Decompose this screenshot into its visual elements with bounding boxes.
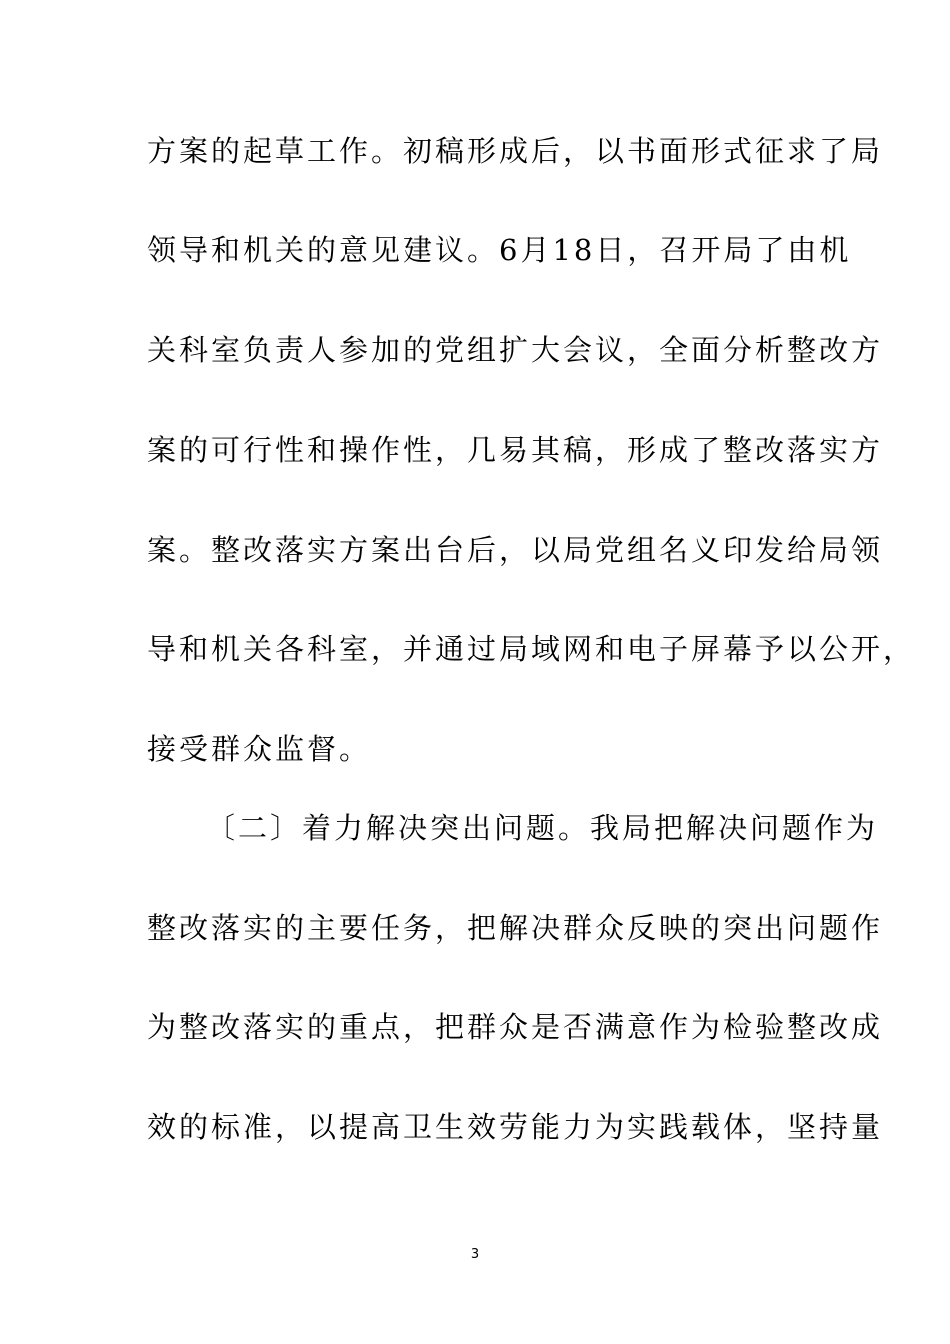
paragraph-heading-line: 〔二〕着力解决突出问题。我局把解决问题作为: [206, 811, 879, 845]
text-line: 导和机关各科室，并通过局域网和电子屏幕予以公开，: [147, 632, 916, 666]
text-line: 领导和机关的意见建议。6月18日，召开局了由机: [147, 233, 852, 267]
text-line: 接受群众监督。: [147, 732, 372, 766]
text-line: 效的标准，以提高卫生效劳能力为实践载体，坚持量: [147, 1110, 884, 1144]
page-number: 3: [470, 1247, 480, 1262]
text-line: 案。整改落实方案出台后，以局党组名义印发给局领: [147, 533, 884, 567]
text-line: 案的可行性和操作性，几易其稿，形成了整改落实方: [147, 433, 884, 467]
text-line: 关科室负责人参加的党组扩大会议，全面分析整改方: [147, 333, 884, 367]
text-line: 整改落实的主要任务，把解决群众反映的突出问题作: [147, 911, 884, 945]
text-line: 方案的起草工作。初稿形成后，以书面形式征求了局: [147, 134, 884, 168]
text-line: 为整改落实的重点，把群众是否满意作为检验整改成: [147, 1010, 884, 1044]
